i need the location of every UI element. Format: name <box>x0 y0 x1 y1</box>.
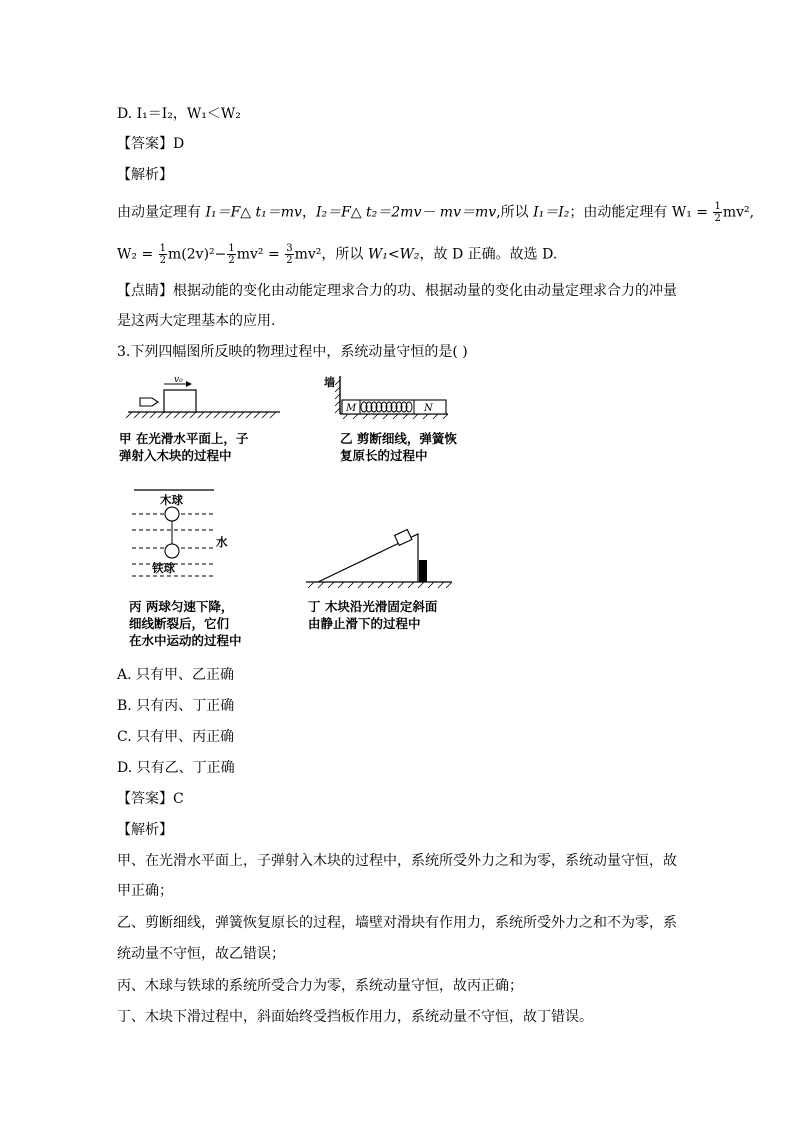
analysis-line-1: 由动量定理有 I₁＝F△ t₁＝mv，I₂＝F△ t₂＝2mv－ mv＝mv,所以 I₁＝I₂；由动能定理有 W₁ = $\frac{1}{2}$ mv², <box>117 201 755 224</box>
wood-block <box>164 390 196 412</box>
explanation-yi-2: 统动量不守恒，故乙错误； <box>117 946 285 962</box>
caption-jia-2: 弹射入木块的过程中 <box>119 448 232 463</box>
explanation-ding: 丁、木块下滑过程中，斜面始终受挡板作用力，系统动量不守恒，故丁错误。 <box>117 1009 593 1025</box>
explanation-yi-1: 乙、剪断细线，弹簧恢复原长的过程，墙壁对滑块有作用力，系统所受外力之和不为零，系 <box>117 915 677 931</box>
stop-board <box>419 560 427 582</box>
caption-bing-1: 丙 两球匀速下降， <box>129 599 234 614</box>
figure-yi-spring-wall <box>318 372 458 422</box>
figure-jia-bullet-block <box>120 372 290 422</box>
option-b: B. 只有丙、丁正确 <box>117 698 235 714</box>
fraction: $\frac{1}{2}$ <box>228 243 235 266</box>
figure-ding-incline <box>300 520 460 594</box>
caption-bing-2: 细线断裂后，它们 <box>129 616 230 631</box>
answer-label: 【答案】D <box>117 136 185 152</box>
v0-label: v₀ <box>174 375 183 385</box>
bullet <box>140 398 158 406</box>
analysis-line-2: W₂ = $\frac{1}{2}$ m(2v)²− $\frac{1}{2}$ mv² = $\frac{3}{2}$ mv²，所以 W₁<W₂，故 D 正确。故选 D. <box>117 243 558 266</box>
caption-ding-1: 丁 木块沿光滑固定斜面 <box>308 599 438 614</box>
fraction: $\frac{1}{2}$ <box>714 201 721 224</box>
iron-ball <box>165 544 179 558</box>
tip-line-1: 【点睛】根据动能的变化由动能定理求合力的功、根据动量的变化由动量定理求合力的冲量 <box>117 283 677 299</box>
option-d: D. 只有乙、丁正确 <box>117 760 235 776</box>
caption-yi-2: 复原长的过程中 <box>340 448 428 463</box>
caption-bing-3: 在水中运动的过程中 <box>129 633 242 648</box>
iron-ball-label: 铁球 <box>152 561 175 575</box>
fraction: $\frac{1}{2}$ <box>159 243 167 266</box>
answer-label-q3: 【答案】C <box>117 791 184 807</box>
explanation-bing: 丙、木球与铁球的系统所受合力为零，系统动量守恒，故丙正确； <box>117 978 523 994</box>
wall-label: 墙 <box>324 376 335 389</box>
option-c: C. 只有甲、丙正确 <box>117 729 235 745</box>
caption-ding-2: 由静止滑下的过程中 <box>308 616 421 631</box>
analysis-label-q3: 【解析】 <box>117 822 173 838</box>
analysis-label: 【解析】 <box>117 167 173 183</box>
wood-ball-label: 木球 <box>160 493 183 507</box>
wood-ball <box>165 507 179 521</box>
figure-bing-balls-water <box>126 484 236 594</box>
tip-line-2: 是这两大定理基本的应用. <box>117 313 276 329</box>
caption-yi-1: 乙 剪断细线，弹簧恢 <box>340 431 457 446</box>
option-d-prev: D. I₁＝I₂，W₁＜W₂ <box>117 106 241 122</box>
explanation-jia-2: 甲正确； <box>117 883 173 899</box>
water-label: 水 <box>216 535 228 549</box>
fraction: $\frac{3}{2}$ <box>286 243 293 266</box>
label-N: N <box>424 403 433 414</box>
caption-jia-1: 甲 在光滑水平面上，子 <box>119 431 249 446</box>
question-3-stem: 3.下列四幅图所反映的物理过程中，系统动量守恒的是( ) <box>117 344 468 360</box>
option-a: A. 只有甲、乙正确 <box>117 667 235 683</box>
explanation-jia-1: 甲、在光滑水平面上，子弹射入木块的过程中，系统所受外力之和为零，系统动量守恒，故 <box>117 853 677 869</box>
wood-block <box>395 530 412 546</box>
label-M: M <box>346 403 357 414</box>
